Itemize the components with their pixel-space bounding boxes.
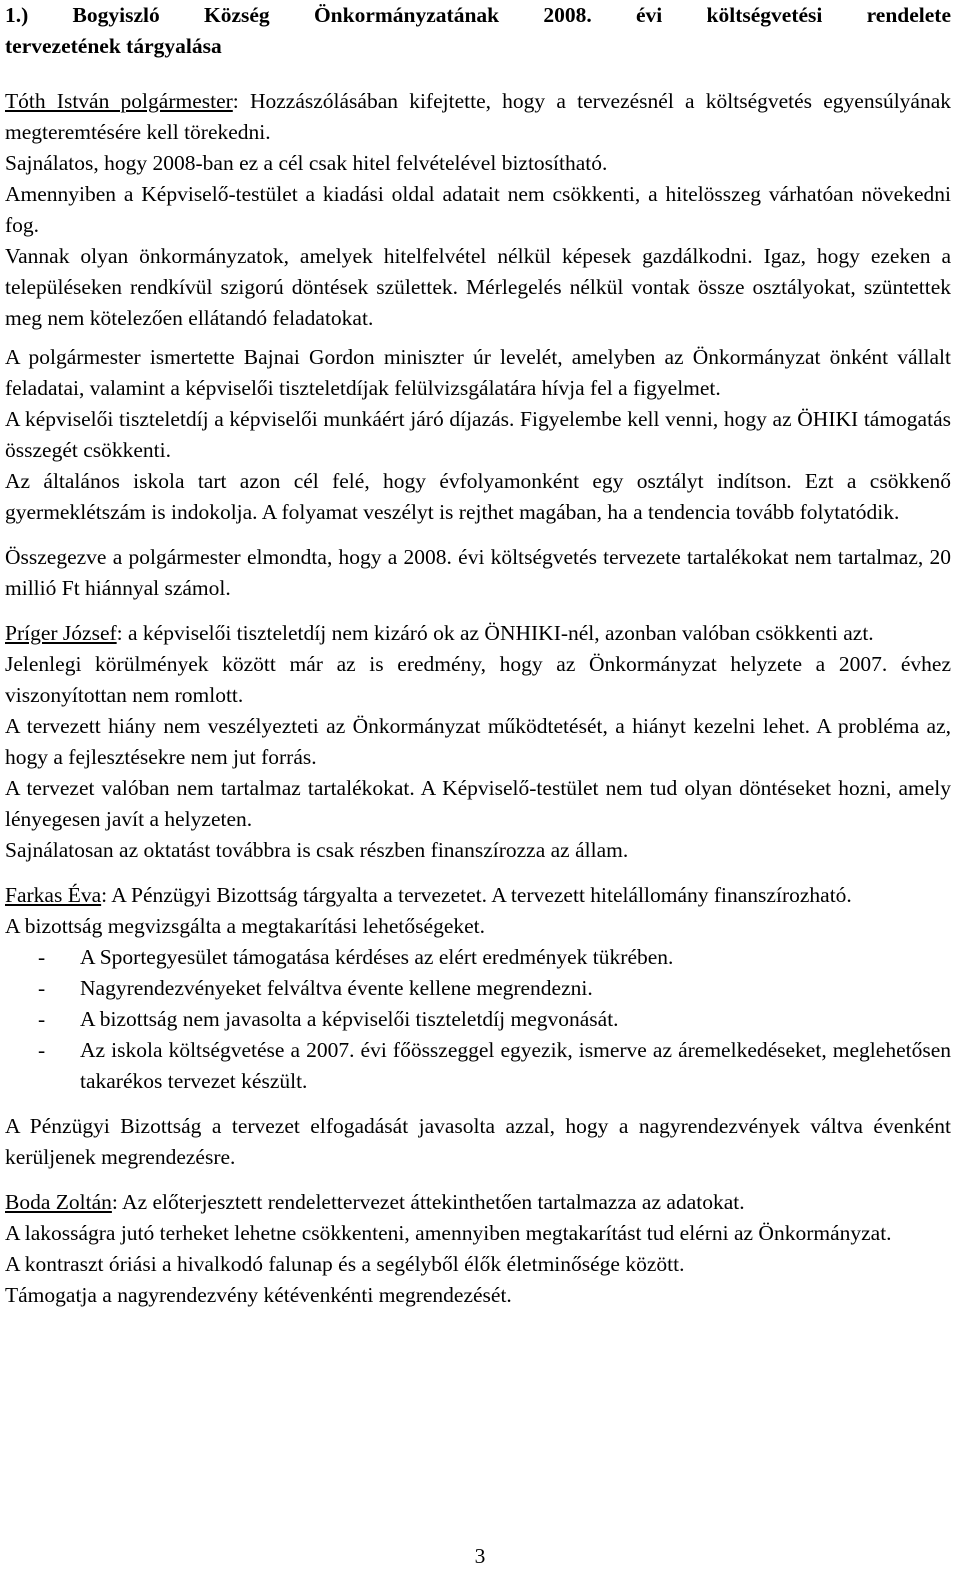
- speaker-name: Príger József: [5, 621, 117, 645]
- paragraph-text: : a képviselői tiszteletdíj nem kizáró ok az ÖNHIKI-nél, azonban valóban csökkenti azt.: [116, 621, 874, 645]
- speaker-name: Boda Zoltán: [5, 1190, 112, 1214]
- priger-statement: [5, 618, 951, 866]
- list-dash: -: [38, 976, 46, 1000]
- list-item: [5, 973, 951, 1004]
- paragraph: Sajnálatosan az oktatást továbbra is csak részben finanszírozza az állam.: [5, 838, 629, 862]
- paragraph: Az általános iskola tart azon cél felé, hogy évfolyamonként egy osztályt indítson. Ezt a csökkenő gyermeklétszám is indokolja. A folyamat veszélyt is rejthet magában, ha a tendencia tovább folytatódik.: [5, 469, 951, 524]
- paragraph: A Pénzügyi Bizottság a tervezet elfogadását javasolta azzal, hogy a nagyrendezvények váltva évenként kerüljenek megrendezésre.: [5, 1114, 951, 1169]
- paragraph: [5, 1187, 951, 1218]
- mayor-statement: [5, 86, 951, 604]
- paragraph: A kontraszt óriási a hivalkodó falunap és a segélyből élők életminősége között.: [5, 1252, 685, 1276]
- speaker-name: Farkas Éva: [5, 883, 102, 907]
- agenda-heading: [5, 0, 951, 62]
- farkas-statement: [5, 880, 951, 1173]
- paragraph-text: : Hozzászólásában kifejtette, hogy a tervezésnél a költségvetés egyensúlyának megteremtésére kell törekedni.: [5, 89, 951, 144]
- paragraph: Sajnálatos, hogy 2008-ban ez a cél csak hitel felvételével biztosítható.: [5, 151, 608, 175]
- paragraph: A bizottság megvizsgálta a megtakarítási lehetőségeket.: [5, 914, 486, 938]
- list-item-text: A bizottság nem javasolta a képviselői tiszteletdíj megvonását.: [80, 1007, 619, 1031]
- committee-findings-list: [5, 942, 951, 1097]
- agenda-heading-line-2: tervezetének tárgyalása: [5, 34, 222, 58]
- paragraph: A lakosságra jutó terheket lehetne csökkenteni, amennyiben megtakarítást tud elérni az Önkormányzat.: [5, 1221, 892, 1245]
- paragraph: [5, 86, 951, 148]
- page-number: 3: [474, 1544, 486, 1568]
- speaker-name: Tóth István polgármester: [5, 89, 233, 113]
- list-item: [5, 942, 951, 973]
- agenda-heading-line-1: 1.) Bogyiszló Község Önkormányzatának 2008. évi költségvetési rendelete: [5, 3, 951, 27]
- paragraph: [5, 618, 951, 649]
- paragraph: [5, 880, 951, 911]
- list-dash: -: [38, 1007, 46, 1031]
- paragraph: Amennyiben a Képviselő-testület a kiadási oldal adatait nem csökkenti, a hitelösszeg várhatóan növekedni fog.: [5, 182, 951, 237]
- list-dash: -: [38, 1038, 46, 1062]
- list-item-text: A Sportegyesület támogatása kérdéses az elért eredmények tükrében.: [80, 945, 674, 969]
- paragraph: Vannak olyan önkormányzatok, amelyek hitelfelvétel nélkül képesek gazdálkodni. Igaz, hogy ezeken a településeken rendkívül szigorú döntések születtek. Mérlegelés nélkül vontak össze osztályokat, szüntettek meg nem kötelezően ellátandó feladatokat.: [5, 244, 951, 330]
- boda-statement: [5, 1187, 951, 1311]
- paragraph: Összegezve a polgármester elmondta, hogy a 2008. évi költségvetés tervezete tartalékokat nem tartalmaz, 20 millió Ft hiánnyal számol.: [5, 545, 951, 600]
- list-dash: -: [38, 945, 46, 969]
- paragraph-text: : Az előterjesztett rendelettervezet áttekinthetően tartalmazza az adatokat.: [111, 1190, 745, 1214]
- list-item-text: Az iskola költségvetése a 2007. évi főösszeggel egyezik, ismerve az áremelkedéseket, meglehetősen takarékos tervezet készült.: [80, 1038, 951, 1093]
- paragraph: A képviselői tiszteletdíj a képviselői munkáért járó díjazás. Figyelembe kell venni, hogy az ÖHIKI támogatás összegét csökkenti.: [5, 407, 951, 462]
- list-item: [5, 1035, 951, 1097]
- document-page: [5, 0, 951, 1311]
- paragraph-text: : A Pénzügyi Bizottság tárgyalta a tervezetet. A tervezett hitelállomány finanszírozható.: [101, 883, 852, 907]
- paragraph: A polgármester ismertette Bajnai Gordon miniszter úr levelét, amelyben az Önkormányzat önként vállalt feladatai, valamint a képviselői tiszteletdíjak felülvizsgálatára hívja fel a figyelmet.: [5, 345, 951, 400]
- paragraph: Jelenlegi körülmények között már az is eredmény, hogy az Önkormányzat helyzete a 2007. évhez viszonyítottan nem romlott.: [5, 652, 951, 707]
- list-item-text: Nagyrendezvényeket felváltva évente kellene megrendezni.: [80, 976, 593, 1000]
- paragraph: A tervezett hiány nem veszélyezteti az Önkormányzat működtetését, a hiányt kezelni lehet. A probléma az, hogy a fejlesztésekre nem jut forrás.: [5, 714, 951, 769]
- paragraph: Támogatja a nagyrendezvény kétévenkénti megrendezését.: [5, 1283, 512, 1307]
- paragraph: A tervezet valóban nem tartalmaz tartalékokat. A Képviselő-testület nem tud olyan döntéseket hozni, amely lényegesen javít a helyzeten.: [5, 776, 951, 831]
- list-item: [5, 1004, 951, 1035]
